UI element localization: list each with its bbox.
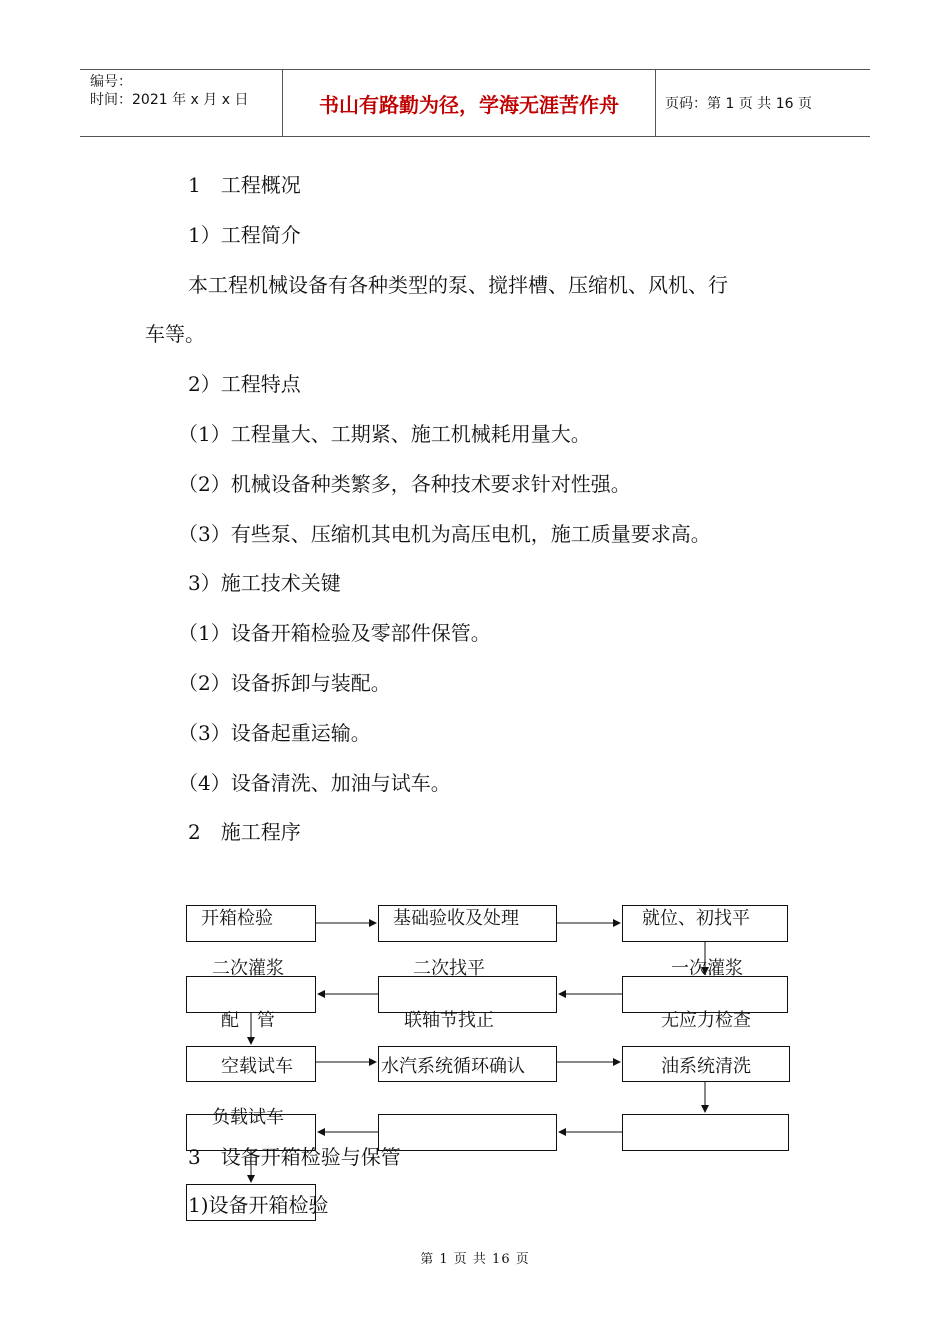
feature-item-2: （2）机械设备种类繁多，各种技术要求针对性强。 [178,472,631,496]
subsection-1-1-heading: 1）工程简介 [188,223,301,247]
header-divider-right [655,69,656,136]
flow-box-second-level [378,976,557,1013]
flow-label-piping: 配 管 [221,1010,275,1031]
feature-item-3: （3）有些泵、压缩机其电机为高压电机，施工质量要求高。 [178,522,711,546]
flow-label-second-grout: 二次灌浆 [212,958,284,979]
header-top-rule [80,69,870,70]
key-item-1: （1）设备开箱检验及零部件保管。 [178,621,491,645]
feature-item-1: （1）工程量大、工期紧、施工机械耗用量大。 [178,422,591,446]
header-time-label: 时间：2021 年 x 月 x 日 [90,92,249,108]
header-page-label: 页码：第 1 页 共 16 页 [665,96,812,112]
subsection-1-2-heading: 2）工程特点 [188,372,301,396]
flow-label-noload-test: 空载试车 [221,1056,293,1077]
paragraph-line-1: 本工程机械设备有各种类型的泵、搅拌槽、压缩机、风机、行 [188,273,728,297]
header-code-label: 编号： [90,74,132,90]
key-item-3: （3）设备起重运输。 [178,721,371,745]
flow-box-first-grout [622,976,788,1013]
key-item-2: （2）设备拆卸与装配。 [178,671,391,695]
flow-box-row4-middle [378,1114,557,1151]
flow-label-foundation-accept: 基础验收及处理 [393,908,519,929]
header-motto: 书山有路勤为径，学海无涯苦作舟 [319,93,619,117]
flow-label-oil-clean: 油系统清洗 [661,1056,751,1077]
flow-label-unpack-inspect: 开箱检验 [201,908,273,929]
subsection-3-1-heading: 1)设备开箱检验 [188,1193,329,1217]
flow-label-stress-free-check: 无应力检查 [661,1010,751,1031]
subsection-1-3-heading: 3）施工技术关键 [188,571,341,595]
flow-box-second-grout [186,976,316,1013]
flow-label-position-level: 就位、初找平 [642,908,750,929]
paragraph-line-2: 车等。 [145,322,205,346]
page-footer: 第 1 页 共 16 页 [420,1252,530,1267]
section-2-heading: 2 施工程序 [188,820,301,844]
flow-box-row4-right [622,1114,789,1151]
header-bottom-rule [80,136,870,137]
flow-label-load-test: 负载试车 [212,1107,284,1128]
section-1-heading: 1 工程概况 [188,173,301,197]
section-3-heading: 3 设备开箱检验与保管 [188,1145,401,1169]
flow-label-first-grout: 一次灌浆 [671,958,743,979]
flow-label-water-steam: 水汽系统循环确认 [381,1056,525,1077]
key-item-4: （4）设备清洗、加油与试车。 [178,771,451,795]
flow-label-coupling-align: 联轴节找正 [404,1010,494,1031]
flow-label-second-level: 二次找平 [413,958,485,979]
